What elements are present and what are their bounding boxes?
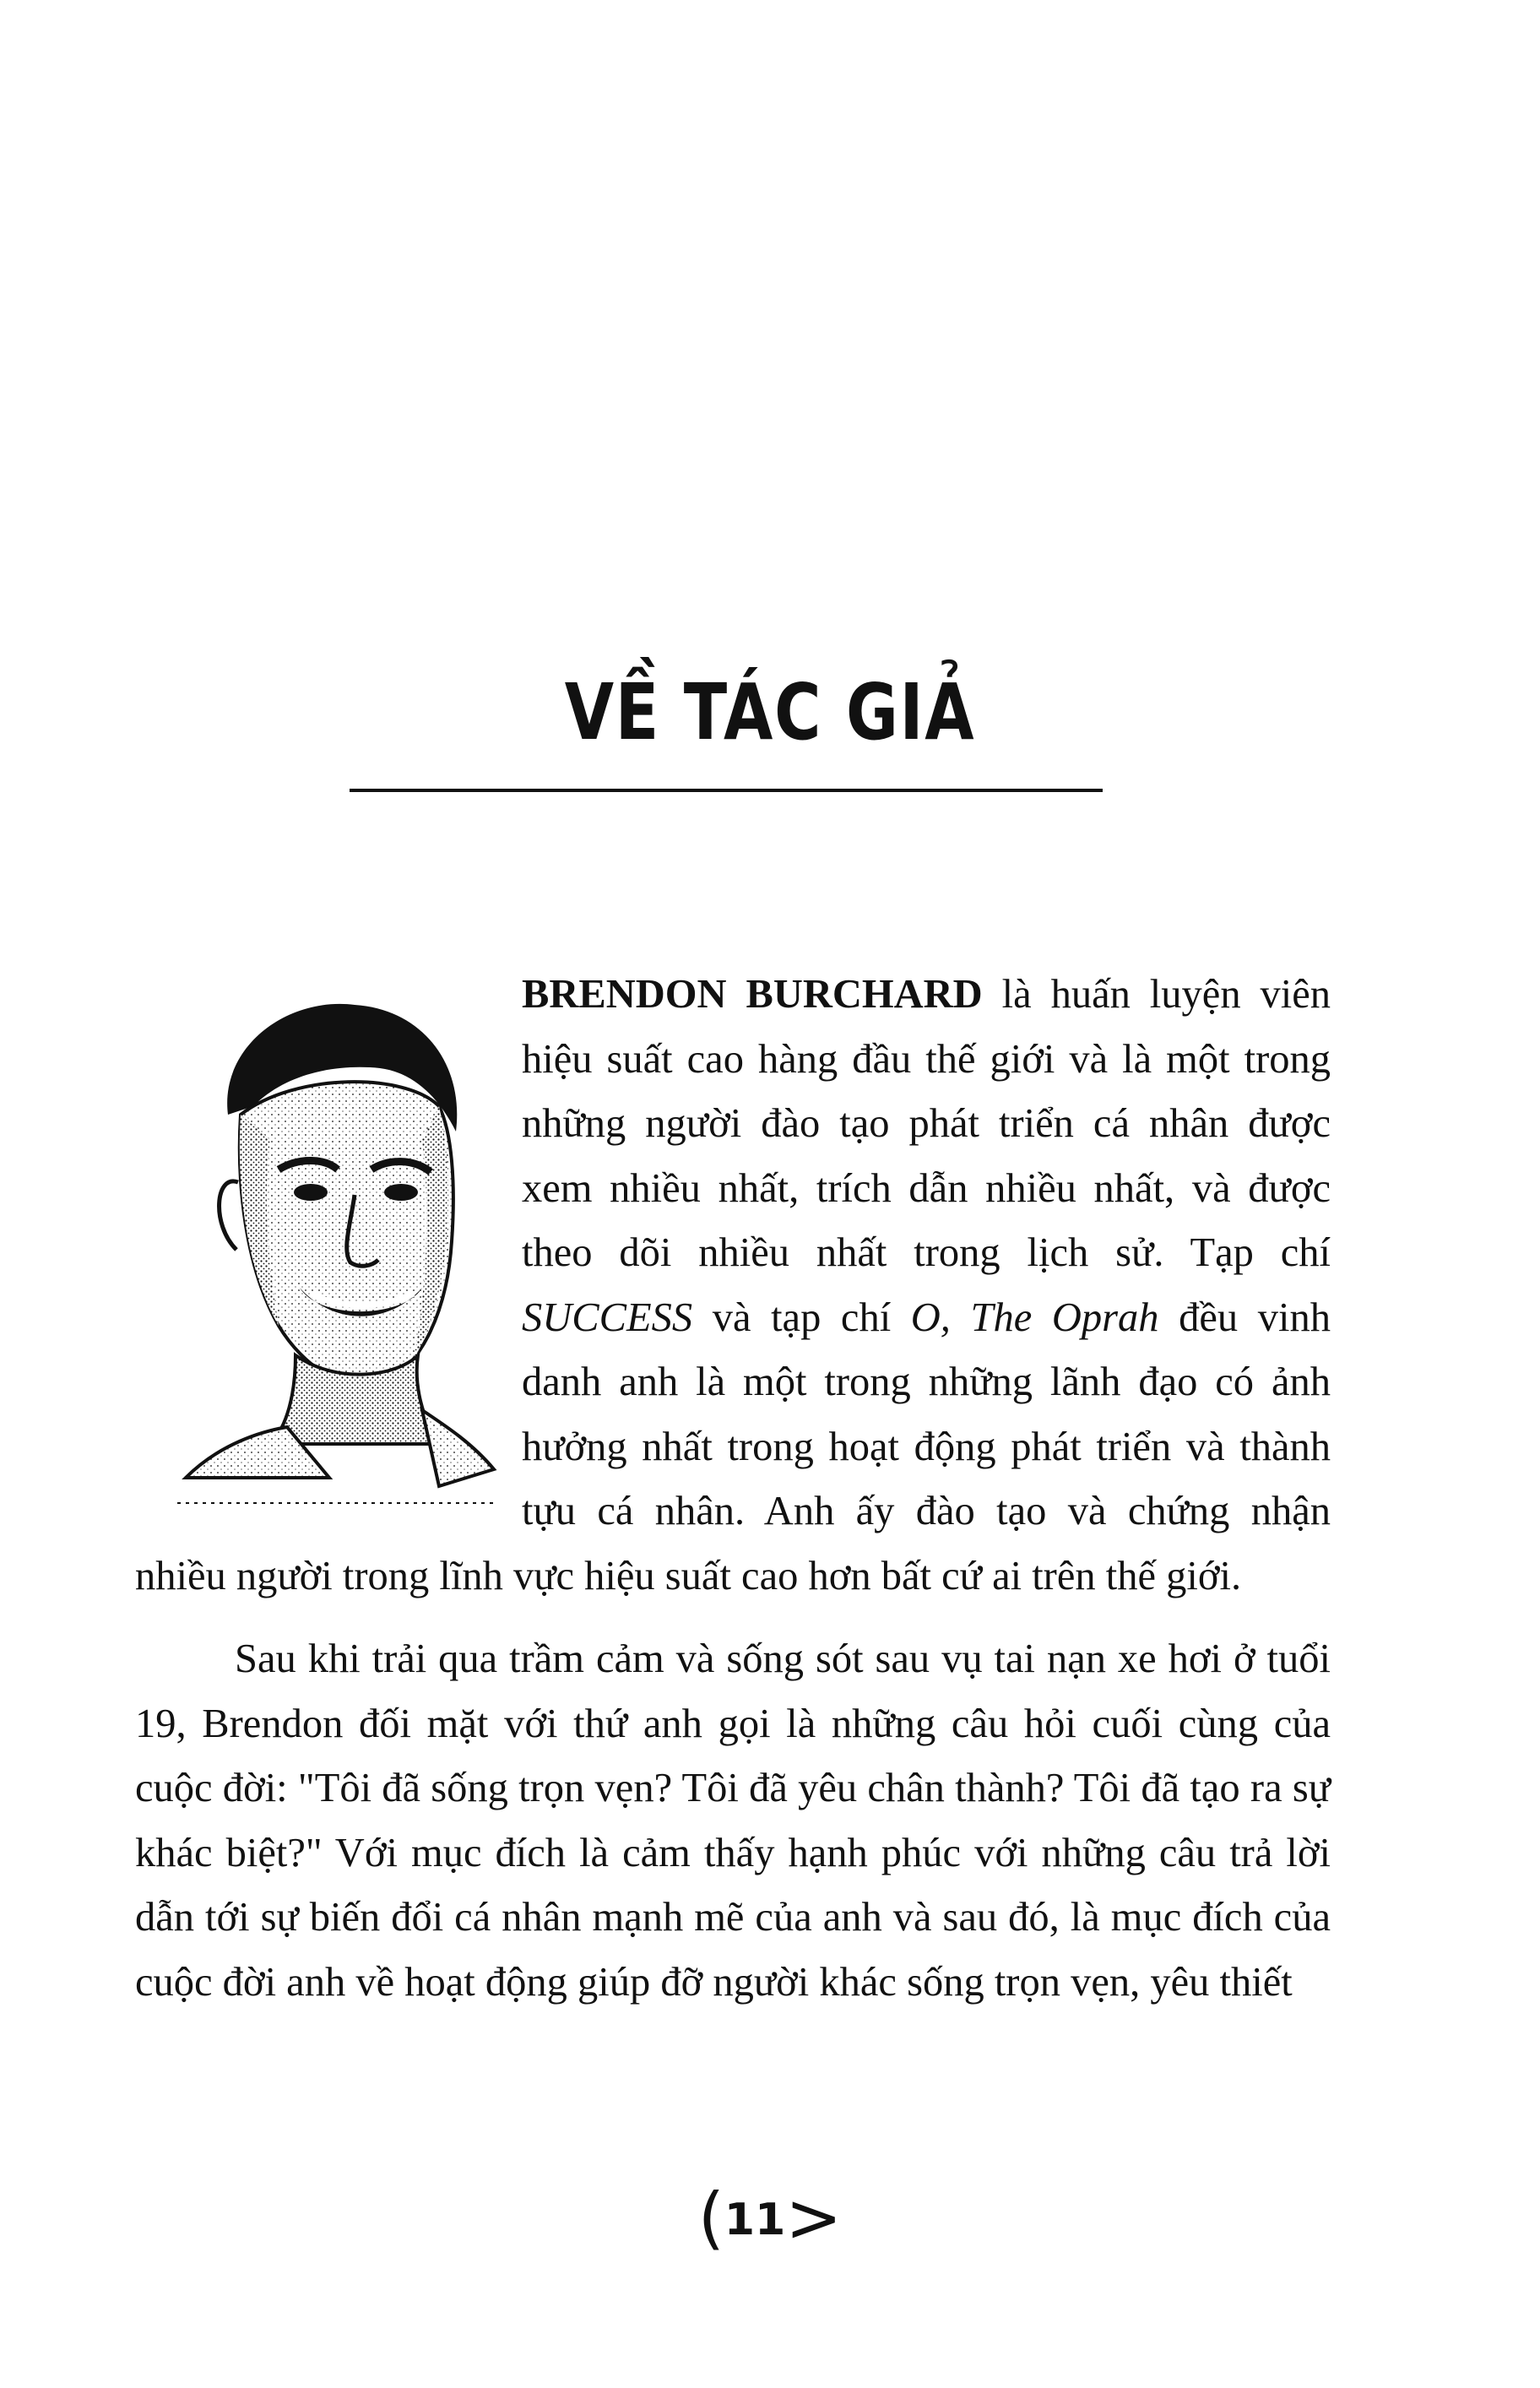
left-bracket-ornament: ( <box>697 2179 724 2257</box>
paragraph-life-story: Sau khi trải qua trầm cảm và sống sót sau vụ tai nạn xe hơi ở tuổi 19, Brendon đối mặt với thứ anh gọi là những câu hỏi cuối cùng của cuộc đời: "Tôi đã sống trọn vẹn? Tôi đã yêu chân thành? Tôi đã tạo ra sự khác biệt?" Với mục đích là cảm thấy hạnh phúc với những câu trả lời dẫn tới sự biến đổi cá nhân mạnh mẽ của anh và sau đó, là mục đích của cuộc đời anh về hoạt động giúp đỡ người khác sống trọn vẹn, yêu thiết <box>135 1636 1331 2005</box>
chapter-title: VỀ TÁC GIẢ <box>564 667 976 757</box>
magazine-oprah: O, The Oprah <box>910 1294 1159 1340</box>
title-underline <box>350 789 1103 792</box>
paragraph-1-text-b: và tạp chí <box>692 1294 911 1340</box>
page-number <box>0 2179 1540 2257</box>
body-text <box>135 963 1331 2015</box>
page-number-value: 11 <box>724 2195 786 2245</box>
portrait-wrap-space <box>135 963 522 1482</box>
right-chevron-ornament: > <box>785 2179 843 2257</box>
author-name: BRENDON BURCHARD <box>522 972 983 1017</box>
paragraph-1-text-c: đều vinh danh anh là một trong những lãnh đạo có ảnh hưởng nhất trong hoạt động phát triển và thành tựu cá nhân. Anh ấy đào tạo và chứng nhận nhiều người trong lĩnh vực hiệu suất cao hơn bất cứ ai trên thế giới. <box>135 1294 1331 1598</box>
paragraph-1-text-a: là huấn luyện viên hiệu suất cao hàng đầu thế giới và là một trong những người đào tạo phát triển cá nhân được xem nhiều nhất, trích dẫn nhiều nhất, và được theo dõi nhiều nhất trong lịch sử. Tạp chí <box>522 972 1331 1275</box>
magazine-success: SUCCESS <box>522 1294 693 1340</box>
